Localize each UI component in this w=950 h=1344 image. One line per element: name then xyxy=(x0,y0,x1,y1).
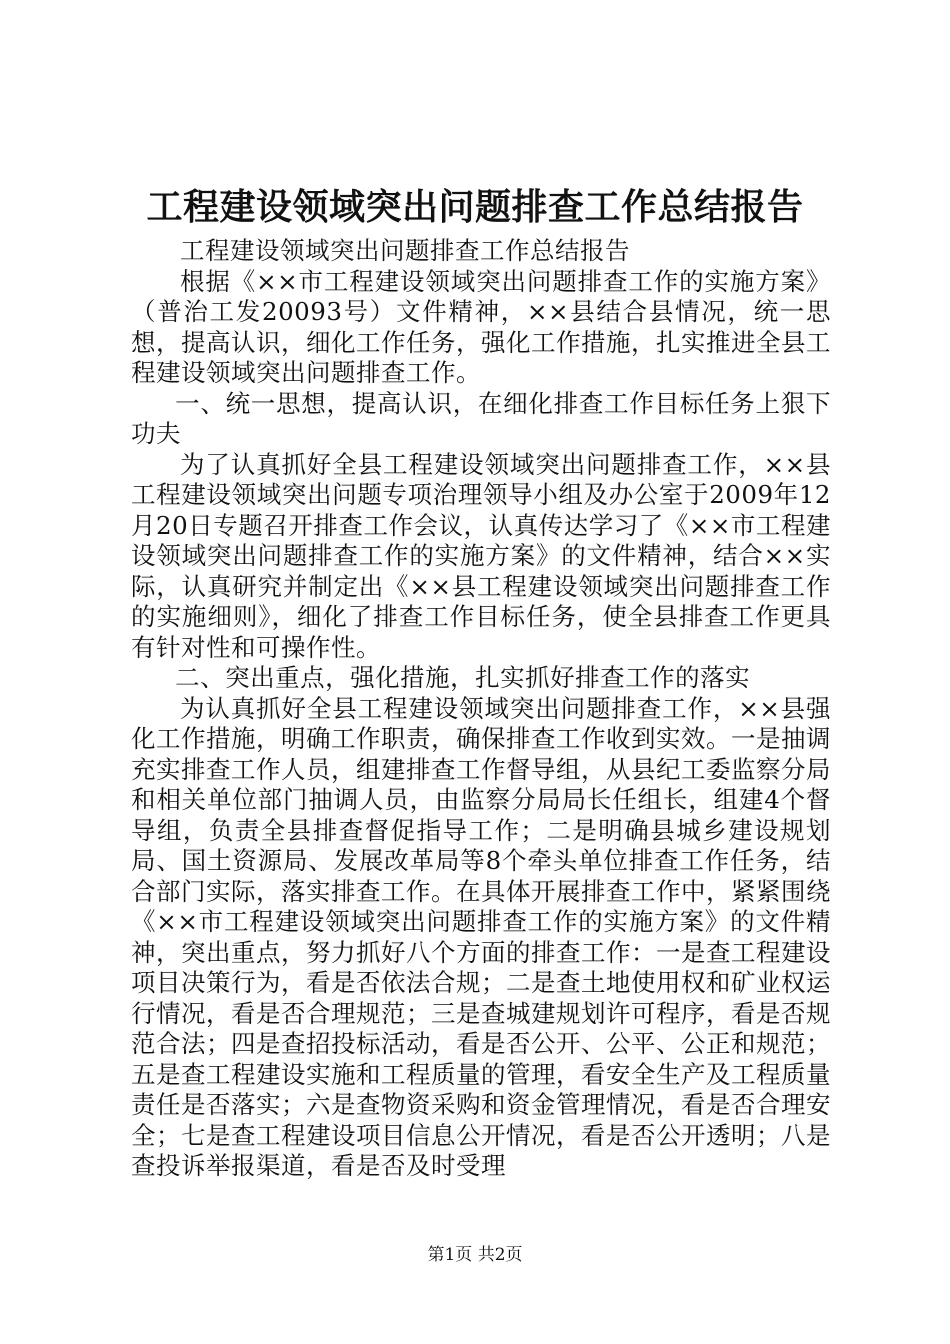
paragraph-repeated-title: 工程建设领域突出问题排查工作总结报告 xyxy=(180,236,630,265)
paragraph-section-1: 为了认真抓好全县工程建设领域突出问题排查工作，××县工程建设领域突出问题专项治理领导小组及办公室于2009年12月20日专题召开排查工作会议，认真传达学习了《××市工程建设领域突出问题排查工作的实施方案》的文件精神，结合××实际，认真研究并制定出《××县工程建设领域突出问题排查工作的实施细则》，细化了排查工作目标任务，使全县排查工作更具有针对性和可操作性。 xyxy=(131,449,831,662)
paragraph-intro: 根据《××市工程建设领域突出问题排查工作的实施方案》（普治工发20093号）文件精神，××县结合县情况，统一思想，提高认识，细化工作任务，强化工作措施，扎实推进全县工程建设领域突出问题排查工作。 xyxy=(131,266,831,387)
paragraph-section-2: 为认真抓好全县工程建设领域突出问题排查工作，××县强化工作措施，明确工作职责，确保排查工作收到实效。一是抽调充实排查工作人员，组建排查工作督导组，从县纪工委监察分局和相关单位部门抽调人员，由监察分局局长任组长，组建4个督导组，负责全县排查督促指导工作；二是明确县城乡建设规划局、国土资源局、发展改革局等8个牵头单位排查工作任务，结合部门实际，落实排查工作。在具体开展排查工作中，紧紧围绕《××市工程建设领域突出问题排查工作的实施方案》的文件精神，突出重点，努力抓好八个方面的排查工作：一是查工程建设项目决策行为，看是否依法合规；二是查土地使用权和矿业权运行情况，看是否合理规范；三是查城建规划许可程序，看是否规范合法；四是查招投标活动，看是否公开、公平、公正和规范；五是查工程建设实施和工程质量的管理，看安全生产及工程质量责任是否落实；六是查物资采购和资金管理情况，看是否合理安全；七是查工程建设项目信息公开情况，看是否公开透明；八是查投诉举报渠道，看是否及时受理 xyxy=(131,693,831,1180)
section-heading-2: 二、突出重点，强化措施，扎实抓好排查工作的落实 xyxy=(175,663,751,692)
page-footer: 第1页 共2页 xyxy=(427,1245,523,1265)
document-title: 工程建设领域突出问题排查工作总结报告 xyxy=(146,186,804,228)
section-heading-1: 一、统一思想，提高认识，在细化排查工作目标任务上狠下功夫 xyxy=(131,388,831,448)
document-body xyxy=(131,236,831,1182)
